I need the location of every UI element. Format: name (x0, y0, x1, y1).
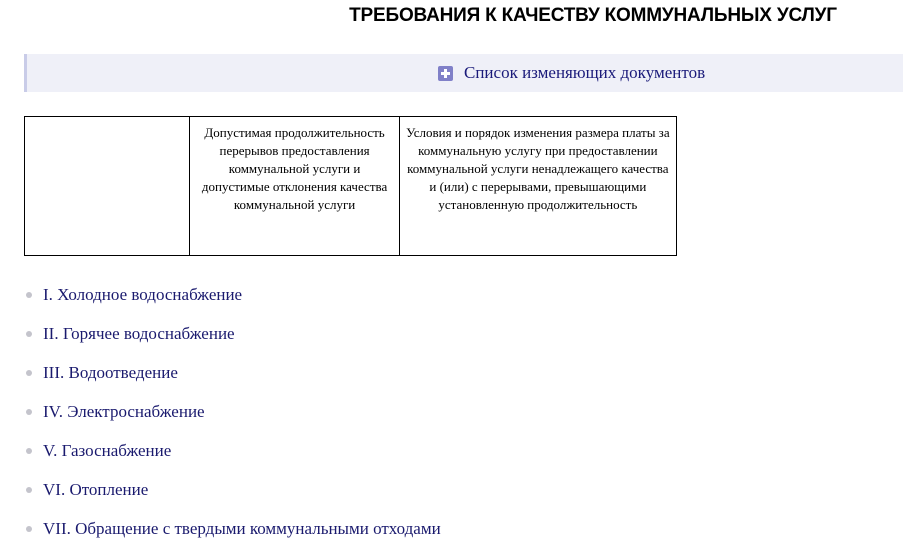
plus-square-icon[interactable] (438, 66, 453, 81)
table-header-duration: Допустимая продолжительность перерывов предоставления коммунальной услуги и допустимые отклонения качества коммунальной услуги (190, 117, 399, 256)
requirements-table (24, 116, 677, 256)
section-item-sewerage[interactable] (24, 353, 441, 392)
bullet-icon (26, 370, 32, 376)
section-link-solid-waste[interactable]: VII. Обращение с твердыми коммунальными отходами (43, 518, 441, 538)
section-link-cold-water[interactable]: I. Холодное водоснабжение (43, 284, 243, 304)
bullet-icon (26, 331, 32, 337)
section-link-electricity[interactable]: IV. Электроснабжение (43, 401, 205, 421)
bullet-icon (26, 292, 32, 298)
section-link-hot-water[interactable]: II. Горячее водоснабжение (43, 323, 235, 343)
section-item-hot-water[interactable] (24, 314, 441, 353)
section-item-electricity[interactable] (24, 392, 441, 431)
document-list-toggle[interactable] (438, 63, 705, 83)
bullet-icon (26, 526, 32, 532)
section-item-gas[interactable] (24, 431, 441, 470)
document-list-label[interactable]: Список изменяющих документов (464, 63, 706, 82)
bullet-icon (26, 409, 32, 415)
table-header-row (25, 117, 677, 256)
section-item-solid-waste[interactable] (24, 509, 441, 548)
section-list (24, 275, 441, 548)
section-link-heating[interactable]: VI. Отопление (43, 479, 149, 499)
bullet-icon (26, 448, 32, 454)
section-link-gas[interactable]: V. Газоснабжение (43, 440, 172, 460)
table-header-empty (25, 117, 190, 256)
section-link-sewerage[interactable]: III. Водоотведение (43, 362, 178, 382)
page-title: ТРЕБОВАНИЯ К КАЧЕСТВУ КОММУНАЛЬНЫХ УСЛУГ (349, 5, 837, 26)
section-item-heating[interactable] (24, 470, 441, 509)
table-header-conditions: Условия и порядок изменения размера платы за коммунальную услугу при предоставлении коммунальной услуги ненадлежащего качества и (или) с перерывами, превышающими установленную продолжительность (399, 117, 676, 256)
bullet-icon (26, 487, 32, 493)
section-item-cold-water[interactable] (24, 275, 441, 314)
document-list-panel (24, 54, 903, 92)
